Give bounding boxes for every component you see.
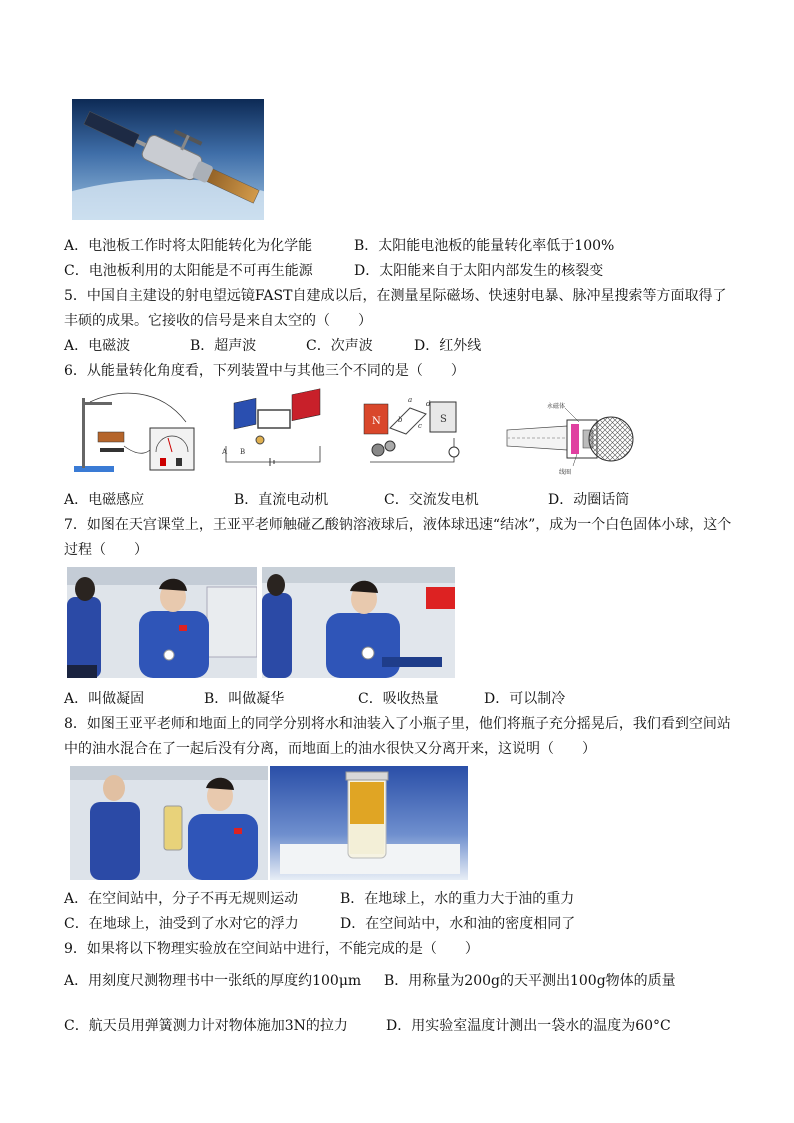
mic-label-permanent-magnet: 永磁体 <box>547 403 566 410</box>
moving-coil-microphone-figure <box>505 400 635 476</box>
mic-label-coil: 线圈 <box>559 469 572 476</box>
q9-option-c: C．航天员用弹簧测力计对物体施加3N的拉力 <box>64 1018 348 1034</box>
q9-option-b: B．用称量为200g的天平测出100g物体的质量 <box>384 973 676 989</box>
generator-label-c: c <box>418 422 422 430</box>
q9-stem: 9．如果将以下物理实验放在空间站中进行，不能完成的是（ ） <box>64 941 479 957</box>
tiangong-classroom-photo-2 <box>262 567 455 678</box>
q4-option-b: B．太阳能电池板的能量转化率低于100% <box>354 238 615 254</box>
motor-label-a: A <box>222 448 228 456</box>
q5-option-b: B．超声波 <box>190 338 257 354</box>
q5-option-d: D．红外线 <box>414 338 482 354</box>
q5-option-a: A．电磁波 <box>64 338 131 354</box>
q6-option-d: D．动圈话筒 <box>548 492 630 508</box>
q7-option-c: C．吸收热量 <box>358 691 439 707</box>
ac-generator-figure <box>360 388 470 476</box>
q7-option-b: B．叫做凝华 <box>204 691 285 707</box>
space-station-oil-water-photo <box>70 766 268 880</box>
q7-stem-line1: 7．如图在天宫课堂上，王亚平老师触碰乙酸钠溶液球后，液体球迅速“结冰”，成为一个白色固体小球，这个 <box>64 517 732 533</box>
q6-option-a: A．电磁感应 <box>64 492 145 508</box>
q4-option-a: A．电池板工作时将太阳能转化为化学能 <box>64 238 313 254</box>
q5-stem-line2: 丰硕的成果。它接收的信号是来自太空的（ ） <box>64 313 372 329</box>
tiangong-classroom-photo-1 <box>67 567 257 678</box>
q8-option-a: A．在空间站中，分子不再无规则运动 <box>64 891 299 907</box>
q7-option-a: A．叫做凝固 <box>64 691 145 707</box>
q9-option-a: A．用刻度尺测物理书中一张纸的厚度约100μm <box>64 973 362 989</box>
motor-label-b: B <box>240 448 246 456</box>
q8-stem-line2: 中的油水混合在了一起后没有分离，而地面上的油水很快又分离开来，这说明（ ） <box>64 741 596 757</box>
q5-option-c: C．次声波 <box>306 338 373 354</box>
q8-option-d: D．在空间站中，水和油的密度相同了 <box>340 916 576 932</box>
generator-label-b: b <box>398 416 403 424</box>
induction-apparatus-figure <box>70 388 200 476</box>
q9-option-d: D．用实验室温度计测出一袋水的温度为60°C <box>386 1018 671 1034</box>
q5-stem-line1: 5．中国自主建设的射电望远镜FAST自建成以后，在测量星际磁场、快速射电暴、脉冲星搜索等方面取得了 <box>64 288 727 304</box>
space-station-photo <box>72 99 264 220</box>
q7-stem-line2: 过程（ ） <box>64 542 148 558</box>
generator-label-a: a <box>408 396 413 404</box>
generator-label-s: S <box>440 414 447 425</box>
q8-option-b: B．在地球上，水的重力大于油的重力 <box>340 891 575 907</box>
q6-option-b: B．直流电动机 <box>234 492 329 508</box>
q8-option-c: C．在地球上，油受到了水对它的浮力 <box>64 916 299 932</box>
q8-stem-line1: 8．如图王亚平老师和地面上的同学分别将水和油装入了小瓶子里，他们将瓶子充分摇晃后，我们看到空间站 <box>64 716 731 732</box>
q6-stem: 6．从能量转化角度看，下列装置中与其他三个不同的是（ ） <box>64 363 465 379</box>
q4-option-c: C．电池板利用的太阳能是不可再生能源 <box>64 263 313 279</box>
ground-oil-water-bottle-photo <box>270 766 468 880</box>
q7-option-d: D．可以制冷 <box>484 691 566 707</box>
dc-motor-figure <box>220 388 330 476</box>
q6-option-c: C．交流发电机 <box>384 492 479 508</box>
q4-option-d: D．太阳能来自于太阳内部发生的核裂变 <box>354 263 604 279</box>
generator-label-n: N <box>372 416 381 427</box>
generator-label-d: d <box>426 400 431 408</box>
